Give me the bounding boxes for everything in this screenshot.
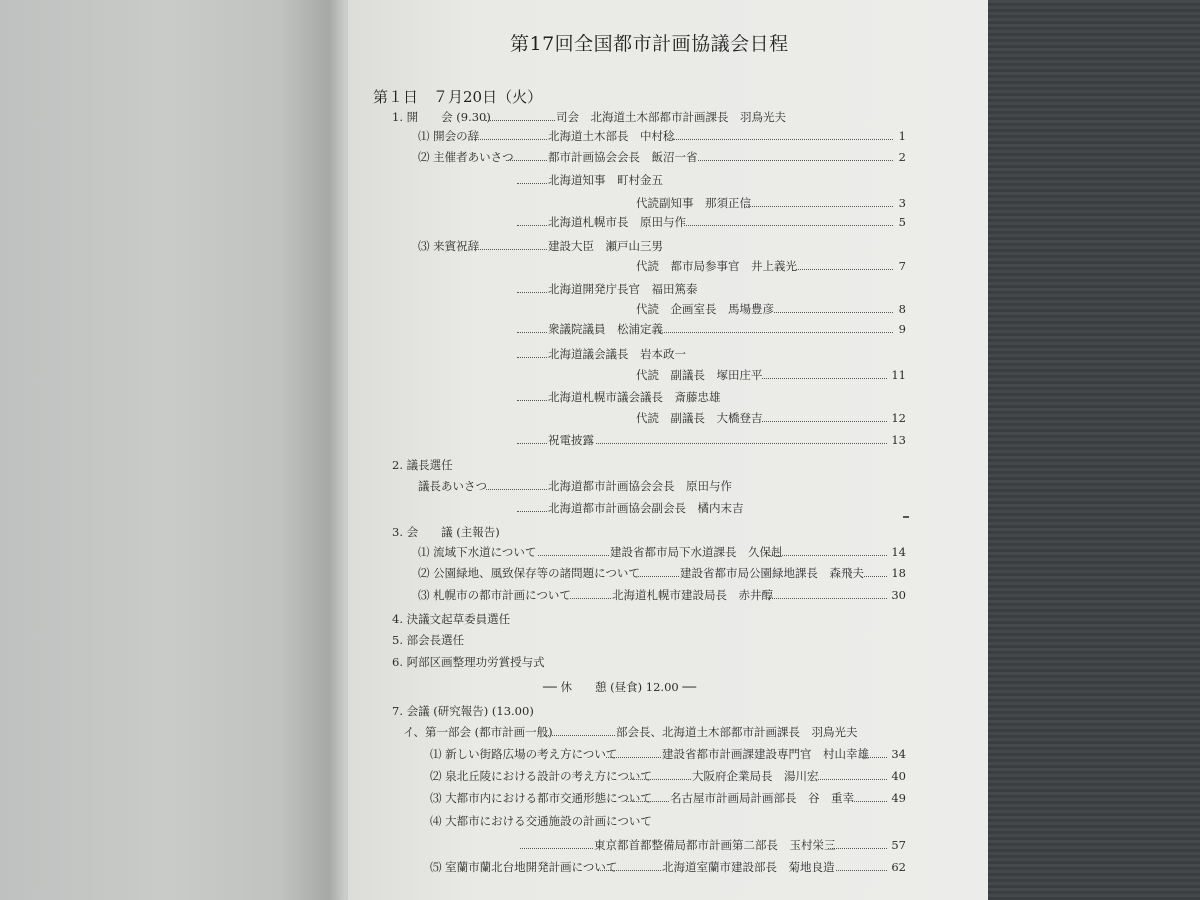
schedule-text: 北海道札幌市議会議長 斎藤忠雄: [548, 390, 721, 404]
schedule-text: 東京都首都整備局都市計画第二部長 玉村栄三: [594, 838, 836, 852]
schedule-text: ⑵ 公園緑地、風致保存等の諸問題について: [418, 566, 640, 580]
page-number: 8: [898, 302, 906, 316]
schedule-row: [0, 838, 1200, 854]
schedule-text: ⑵ 泉北丘陵における設計の考え方について: [430, 769, 652, 783]
dot-leader: [546, 735, 615, 736]
schedule-text: 7. 会議 (研究報告) (13.00): [392, 704, 534, 718]
schedule-row: [0, 566, 1200, 582]
dot-leader: [517, 357, 547, 358]
schedule-text: ⑴ 流域下水道について: [418, 545, 537, 559]
schedule-row: [0, 612, 1200, 628]
schedule-row: [0, 368, 1200, 384]
dot-leader: [472, 139, 547, 140]
schedule-text: 建設省都市局公園緑地課長 森飛夫: [680, 566, 864, 580]
schedule-text: 北海道都市計画協会副会長 橘内末吉: [548, 501, 744, 515]
dot-leader: [628, 779, 691, 780]
schedule-text: 都市計画協会会長 飯沼一省: [548, 150, 698, 164]
dot-leader: [517, 332, 547, 333]
dot-leader: [517, 443, 547, 444]
schedule-row: [0, 860, 1200, 876]
schedule-text: 北海道札幌市建設局長 赤井醇: [612, 588, 773, 602]
page-number: 30: [891, 588, 906, 602]
schedule-row: [0, 390, 1200, 406]
schedule-row: [0, 458, 1200, 474]
page-number: 9: [898, 322, 906, 336]
schedule-text: 部会長、北海道土木部都市計画課長 羽鳥光夫: [616, 725, 858, 739]
day-heading: 第１日 ７月20日（火）: [373, 88, 543, 106]
schedule-row: [0, 704, 1200, 720]
schedule-row: [0, 433, 1200, 449]
schedule-text: 祝電披露: [548, 433, 594, 447]
schedule-text: 北海道知事 町村金五: [548, 173, 663, 187]
schedule-text: ⑶ 来賓祝辞: [418, 239, 480, 253]
schedule-row: [0, 302, 1200, 318]
schedule-row: [0, 501, 1200, 517]
schedule-row: [0, 525, 1200, 541]
dot-leader: [684, 225, 893, 226]
schedule-row: [0, 110, 1200, 126]
schedule-row: [0, 282, 1200, 298]
schedule-text: ⑸ 室蘭市蘭北台地開発計画について: [430, 860, 618, 874]
dot-leader: [638, 576, 679, 577]
schedule-row: [0, 725, 1200, 741]
schedule-text: ⑶ 大都市内における都市交通形態について: [430, 791, 652, 805]
dot-leader: [600, 870, 661, 871]
schedule-text: 代読 企画室長 馬場豊彦: [636, 302, 774, 316]
schedule-text: 北海道室蘭市建設部長 菊地良造: [662, 860, 835, 874]
schedule-row: [0, 347, 1200, 363]
schedule-text: 北海道札幌市長 原田与作: [548, 215, 686, 229]
schedule-row: [0, 173, 1200, 189]
schedule-row: [0, 791, 1200, 807]
dot-leader: [517, 225, 547, 226]
schedule-row: [0, 129, 1200, 145]
page-number: 5: [898, 215, 906, 229]
page-number: 40: [891, 769, 906, 783]
schedule-row: [0, 747, 1200, 763]
page-number: 62: [891, 860, 906, 874]
dot-leader: [517, 292, 547, 293]
schedule-row: [0, 680, 1200, 696]
schedule-text: 建設大臣 瀬戸山三男: [548, 239, 663, 253]
schedule-row: [0, 411, 1200, 427]
page-number: 13: [891, 433, 906, 447]
schedule-text: 名古屋市計画局計画部長 谷 重幸: [670, 791, 854, 805]
schedule-row: [0, 259, 1200, 275]
dot-leader: [660, 332, 893, 333]
schedule-text: 6. 阿部区画整理功労賞授与式: [392, 655, 545, 669]
page-number: 12: [891, 411, 906, 425]
page-number: 49: [891, 791, 906, 805]
page-title: 第17回全国都市計画協議会日程: [510, 33, 789, 55]
schedule-text: 建設省都市局下水道課長 久保赳: [610, 545, 783, 559]
schedule-row: [0, 655, 1200, 671]
schedule-text: 代読 副議長 大橋登吉: [636, 411, 763, 425]
schedule-text: ⑷ 大都市における交通施設の計画について: [430, 814, 652, 828]
dot-leader: [596, 443, 887, 444]
schedule-row: [0, 814, 1200, 830]
schedule-text: 代読 都市局参事官 井上義光: [636, 259, 797, 273]
dot-leader: [570, 598, 611, 599]
schedule-row: [0, 322, 1200, 338]
schedule-text: 北海道開発庁長官 福田篤泰: [548, 282, 698, 296]
dot-leader: [538, 555, 609, 556]
schedule-row: [0, 215, 1200, 231]
schedule-text: ⑶ 札幌市の都市計画について: [418, 588, 571, 602]
dot-leader: [486, 489, 547, 490]
page-number: 1: [898, 129, 906, 143]
schedule-text: 大阪府企業局長 湯川宏: [692, 769, 819, 783]
schedule-text: 衆議院議員 松浦定義: [548, 322, 663, 336]
schedule-text: 代読 副議長 塚田庄平: [636, 368, 763, 382]
dot-leader: [474, 249, 547, 250]
schedule-text: イ、第一部会 (都市計画一般): [403, 725, 553, 739]
schedule-text: 3. 会 議 (主報告): [392, 525, 500, 539]
schedule-row: [0, 633, 1200, 649]
schedule-row: [0, 196, 1200, 212]
schedule-text: 2. 議長選任: [392, 458, 453, 472]
schedule-text: 5. 部会長選任: [392, 633, 465, 647]
schedule-row: [0, 588, 1200, 604]
schedule-text: 1. 開 会 (9.30): [392, 110, 491, 124]
dot-leader: [517, 183, 547, 184]
schedule-row: [0, 769, 1200, 785]
schedule-text: ── 休 憩 (昼食) 12.00 ──: [543, 680, 697, 694]
page-number: 3: [898, 196, 906, 210]
schedule-row: [0, 150, 1200, 166]
page-number: 2: [898, 150, 906, 164]
schedule-text: 北海道議会議長 岩本政一: [548, 347, 686, 361]
schedule-text: 議長あいさつ: [418, 479, 487, 493]
dot-leader: [485, 120, 555, 121]
page-number: 34: [891, 747, 906, 761]
dot-leader: [626, 801, 669, 802]
page-number: 7: [898, 259, 906, 273]
schedule-text: 代読副知事 那須正信: [636, 196, 751, 210]
schedule-text: 北海道土木部長 中村稔: [548, 129, 675, 143]
dot-leader: [672, 139, 893, 140]
schedule-text: ⑴ 開会の辞: [418, 129, 480, 143]
margin-mark: [903, 516, 909, 518]
dot-leader: [506, 160, 547, 161]
schedule-text: ⑵ 主催者あいさつ: [418, 150, 514, 164]
schedule-row: [0, 479, 1200, 495]
schedule-text: 建設省都市計画課建設専門官 村山幸雄: [662, 747, 869, 761]
schedule-text: ⑴ 新しい街路広場の考え方について: [430, 747, 618, 761]
schedule-text: 北海道都市計画協会会長 原田与作: [548, 479, 732, 493]
page-number: 11: [891, 368, 906, 382]
schedule-text: 司会 北海道土木部都市計画課長 羽鳥光夫: [556, 110, 786, 124]
dot-leader: [606, 757, 661, 758]
schedule-row: [0, 239, 1200, 255]
dot-leader: [698, 160, 893, 161]
page-number: 18: [891, 566, 906, 580]
dot-leader: [517, 400, 547, 401]
page-number: 14: [891, 545, 906, 559]
dot-leader: [520, 848, 593, 849]
schedule-row: [0, 545, 1200, 561]
schedule-text: 4. 決議文起草委員選任: [392, 612, 511, 626]
page-number: 57: [891, 838, 906, 852]
dot-leader: [517, 511, 547, 512]
